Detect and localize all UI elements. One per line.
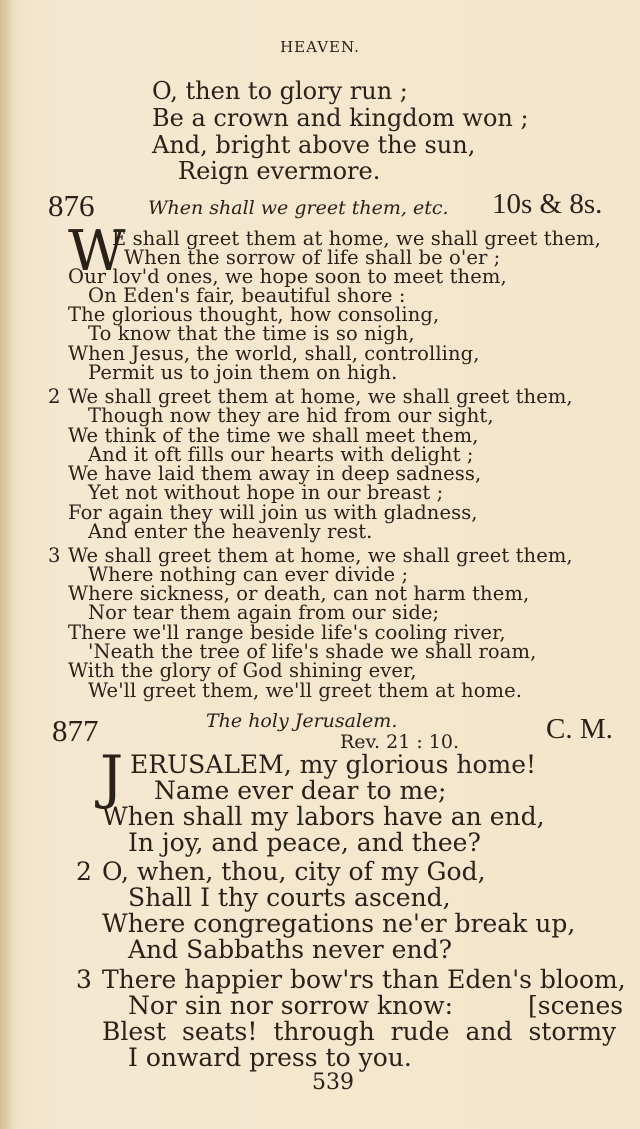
verse-line: When shall my labors have an end,: [102, 802, 545, 831]
verse-line: Yet not without hope in our breast ;: [88, 481, 444, 504]
running-header: HEAVEN.: [280, 38, 360, 56]
prev-hymn-line: O, then to glory run ;: [152, 77, 408, 105]
verse-line: We have laid them away in deep sadness,: [68, 462, 482, 485]
verse-line: Though now they are hid from our sight,: [88, 404, 494, 427]
verse-line: 'Neath the tree of life's shade we shall roam,: [88, 640, 537, 663]
verse-line: Blest seats! through rude and stormy: [102, 1017, 617, 1046]
verse-line: Where nothing can ever divide ;: [88, 563, 409, 586]
page-number: 539: [312, 1070, 354, 1095]
verse-line: There we'll range beside life's cooling river,: [68, 621, 506, 644]
verse-line: With the glory of God shining ever,: [68, 659, 417, 682]
hymn-meter: 10s & 8s.: [492, 188, 603, 220]
verse-line: E shall greet them at home, we shall greet them,: [112, 227, 601, 250]
verse-line: O, when, thou, city of my God,: [102, 857, 486, 886]
verse-line: We shall greet them at home, we shall greet them,: [68, 385, 573, 408]
stanza-number: 3: [48, 544, 61, 567]
verse-line: To know that the time is so nigh,: [88, 322, 415, 345]
verse-line: When the sorrow of life shall be o'er ;: [124, 246, 501, 269]
verse-line: We shall greet them at home, we shall greet them,: [68, 544, 573, 567]
drop-capital: W: [68, 219, 126, 284]
prev-hymn-line: Be a crown and kingdom won ;: [152, 104, 529, 132]
verse-line: Name ever dear to me;: [154, 776, 447, 805]
verse-line: Nor sin nor sorrow know:: [128, 991, 454, 1020]
verse-line: Where sickness, or death, can not harm them,: [68, 582, 530, 605]
hymn-meter: C. M.: [546, 713, 613, 745]
verse-line: The glorious thought, how consoling,: [68, 303, 440, 326]
hymn-title: When shall we greet them, etc.: [148, 197, 449, 219]
verse-line: Where congregations ne'er break up,: [102, 909, 576, 938]
hymn-title: The holy Jerusalem.: [206, 710, 398, 732]
verse-line: Our lov'd ones, we hope soon to meet them,: [68, 265, 507, 288]
scripture-reference: Rev. 21 : 10.: [340, 731, 459, 753]
verse-line: We think of the time we shall meet them,: [68, 424, 479, 447]
verse-line: On Eden's fair, beautiful shore :: [88, 284, 406, 307]
verse-line: And enter the heavenly rest.: [88, 520, 373, 543]
verse-line: In joy, and peace, and thee?: [128, 828, 481, 857]
stanza-number: 2: [48, 385, 61, 408]
verse-line: ERUSALEM, my glorious home!: [130, 750, 537, 779]
stanza-number: 2: [76, 857, 92, 886]
verse-line: For again they will join us with gladness,: [68, 501, 478, 524]
hymn-number: 876: [48, 188, 95, 223]
verse-line: I onward press to you.: [128, 1043, 412, 1072]
verse-line: And Sabbaths never end?: [128, 935, 452, 964]
drop-capital: J: [100, 743, 124, 811]
verse-line: We'll greet them, we'll greet them at home.: [88, 679, 523, 702]
verse-line: When Jesus, the world, shall, controlling,: [68, 342, 480, 365]
verse-line: Shall I thy courts ascend,: [128, 883, 451, 912]
stanza-number: 3: [76, 965, 92, 994]
hymn-number: 877: [52, 713, 99, 748]
prev-hymn-line: And, bright above the sun,: [152, 131, 476, 159]
verse-line: Nor tear them again from our side;: [88, 601, 440, 624]
turnover-word: [scenes: [528, 991, 624, 1020]
verse-line: And it oft fills our hearts with delight ;: [88, 443, 474, 466]
book-spine: [0, 0, 12, 1129]
prev-hymn-line: Reign evermore.: [178, 157, 381, 185]
verse-line: There happier bow'rs than Eden's bloom,: [102, 965, 626, 994]
verse-line: Permit us to join them on high.: [88, 361, 398, 384]
